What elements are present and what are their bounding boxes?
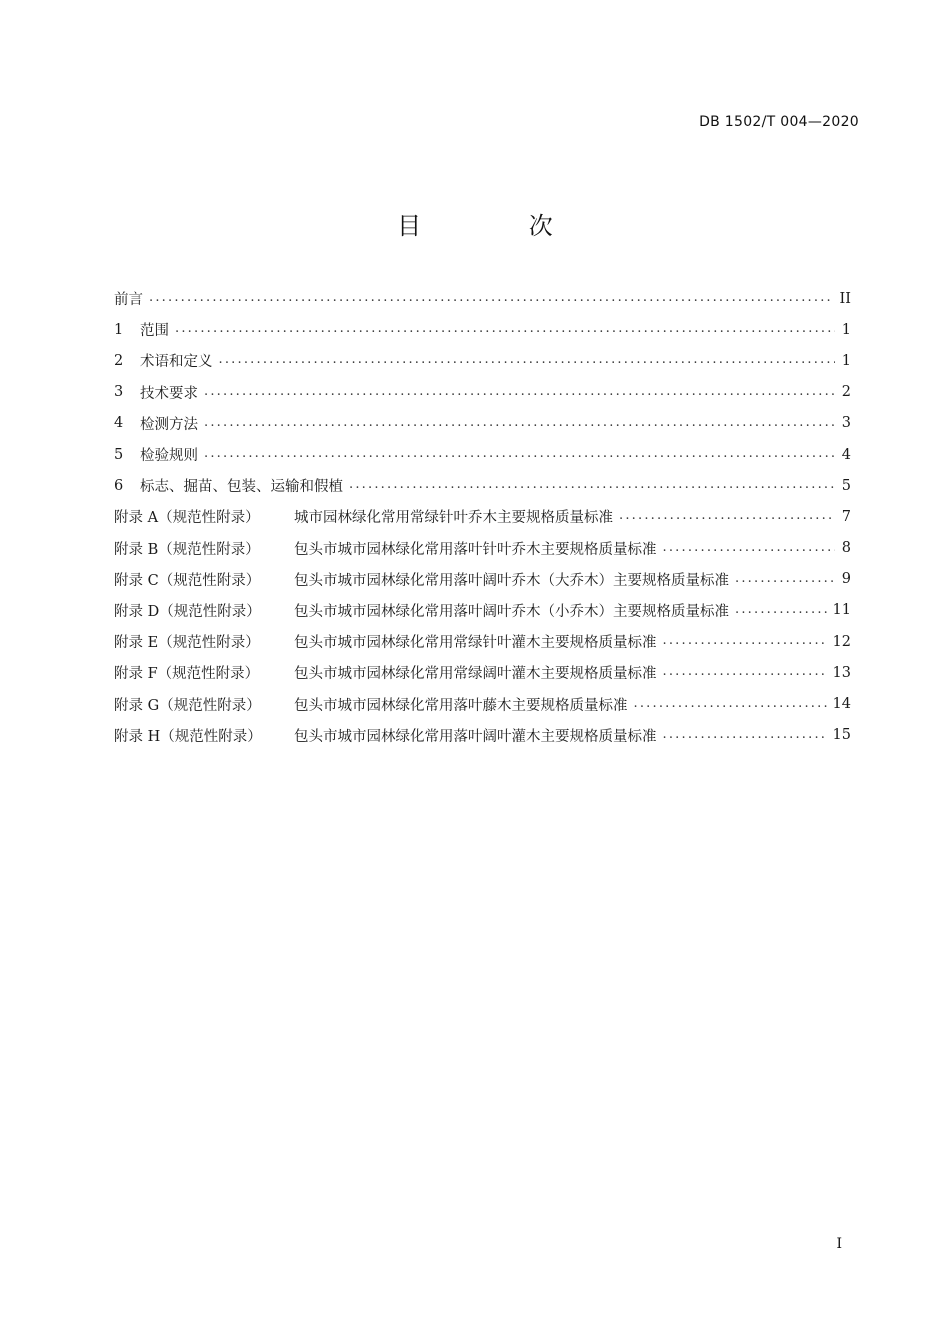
toc-entry-page: 14 bbox=[832, 696, 851, 713]
toc-entry-page: 5 bbox=[841, 477, 851, 494]
toc-dot-leader bbox=[663, 665, 827, 680]
toc-appendix-prefix: 附录 F（规范性附录） bbox=[114, 666, 260, 683]
toc-entry-page: 12 bbox=[832, 633, 851, 650]
toc-entry-label: 包头市城市园林绿化常用落叶阔叶乔木（小乔木）主要规格质量标准 bbox=[294, 603, 729, 620]
page-number: I bbox=[836, 1236, 842, 1252]
toc-entry-appendix-b[interactable] bbox=[114, 533, 851, 564]
toc-entry-page: 7 bbox=[841, 508, 851, 525]
toc-appendix-prefix: 附录 D（规范性附录） bbox=[114, 603, 261, 620]
toc-entry-label: 包头市城市园林绿化常用常绿针叶灌木主要规格质量标准 bbox=[294, 635, 657, 652]
toc-entry-label: 术语和定义 bbox=[140, 354, 213, 371]
toc-appendix-prefix: 附录 A（规范性附录） bbox=[114, 510, 260, 527]
toc-entry-number: 1 bbox=[114, 321, 124, 338]
toc-dot-leader bbox=[204, 447, 835, 462]
toc-entry-2[interactable] bbox=[114, 345, 851, 376]
toc-entry-appendix-e[interactable] bbox=[114, 626, 851, 657]
toc-entry-label: 城市园林绿化常用常绿针叶乔木主要规格质量标准 bbox=[294, 510, 613, 527]
toc-entry-label: 检测方法 bbox=[140, 416, 198, 433]
toc-dot-leader bbox=[204, 416, 835, 431]
toc-entry-label: 包头市城市园林绿化常用落叶阔叶乔木（大乔木）主要规格质量标准 bbox=[294, 572, 729, 589]
toc-entry-page: 4 bbox=[841, 446, 851, 463]
toc-entry-page: 1 bbox=[841, 352, 851, 369]
toc-dot-leader bbox=[663, 541, 836, 556]
toc-entry-label: 包头市城市园林绿化常用落叶阔叶灌木主要规格质量标准 bbox=[294, 728, 657, 745]
toc-entry-page: 11 bbox=[832, 602, 851, 619]
toc-entry-5[interactable] bbox=[114, 439, 851, 470]
toc-entry-label: 包头市城市园林绿化常用常绿阔叶灌木主要规格质量标准 bbox=[294, 666, 657, 683]
toc-appendix-prefix: 附录 B（规范性附录） bbox=[114, 541, 260, 558]
toc-dot-leader bbox=[735, 572, 835, 587]
toc-entry-6[interactable] bbox=[114, 470, 851, 501]
toc-entry-label: 标志、掘苗、包装、运输和假植 bbox=[140, 479, 343, 496]
toc-entry-label: 包头市城市园林绿化常用落叶针叶乔木主要规格质量标准 bbox=[294, 541, 657, 558]
toc-entry-appendix-d[interactable] bbox=[114, 595, 851, 626]
toc-dot-leader bbox=[619, 509, 835, 524]
toc-entry-number: 5 bbox=[114, 446, 124, 463]
toc-entry-4[interactable] bbox=[114, 408, 851, 439]
toc-entry-page: 3 bbox=[841, 415, 851, 432]
page-title: 目 次 bbox=[397, 212, 603, 240]
toc-entry-page: II bbox=[839, 290, 851, 307]
toc-dot-leader bbox=[149, 291, 834, 306]
toc-dot-leader bbox=[349, 478, 835, 493]
toc-entry-number: 6 bbox=[114, 477, 124, 494]
toc-entry-label: 范围 bbox=[140, 323, 169, 340]
toc-entry-appendix-c[interactable] bbox=[114, 564, 851, 595]
toc-entry-page: 1 bbox=[841, 321, 851, 338]
toc-dot-leader bbox=[219, 353, 836, 368]
toc-appendix-prefix: 附录 E（规范性附录） bbox=[114, 635, 260, 652]
toc-entry-appendix-f[interactable] bbox=[114, 657, 851, 688]
toc-dot-leader bbox=[634, 697, 827, 712]
toc-entry-page: 15 bbox=[832, 727, 851, 744]
toc-entry-3[interactable] bbox=[114, 377, 851, 408]
toc-entry-1[interactable] bbox=[114, 314, 851, 345]
toc-appendix-prefix: 附录 G（规范性附录） bbox=[114, 697, 261, 714]
toc-entry-page: 13 bbox=[832, 664, 851, 681]
document-code: DB 1502/T 004—2020 bbox=[699, 114, 859, 130]
toc-dot-leader bbox=[663, 634, 827, 649]
toc-dot-leader bbox=[663, 728, 827, 743]
toc-entry-appendix-h[interactable] bbox=[114, 720, 851, 751]
toc-entry-label: 检验规则 bbox=[140, 448, 198, 465]
table-of-contents bbox=[114, 283, 851, 751]
toc-dot-leader bbox=[175, 322, 835, 337]
toc-dot-leader bbox=[735, 603, 827, 618]
toc-entry-number: 2 bbox=[114, 352, 124, 369]
toc-entry-appendix-g[interactable] bbox=[114, 688, 851, 719]
toc-entry-appendix-a[interactable] bbox=[114, 501, 851, 532]
toc-entry-page: 9 bbox=[841, 571, 851, 588]
toc-entry-label: 前言 bbox=[114, 292, 143, 309]
toc-appendix-prefix: 附录 H（规范性附录） bbox=[114, 728, 262, 745]
toc-entry-label: 包头市城市园林绿化常用落叶藤木主要规格质量标准 bbox=[294, 697, 628, 714]
toc-appendix-prefix: 附录 C（规范性附录） bbox=[114, 572, 261, 589]
toc-entry-number: 3 bbox=[114, 384, 124, 401]
toc-entry-page: 2 bbox=[841, 384, 851, 401]
toc-entry-foreword[interactable] bbox=[114, 283, 851, 314]
toc-dot-leader bbox=[204, 385, 835, 400]
toc-entry-number: 4 bbox=[114, 415, 124, 432]
toc-entry-label: 技术要求 bbox=[140, 385, 198, 402]
toc-entry-page: 8 bbox=[841, 540, 851, 557]
